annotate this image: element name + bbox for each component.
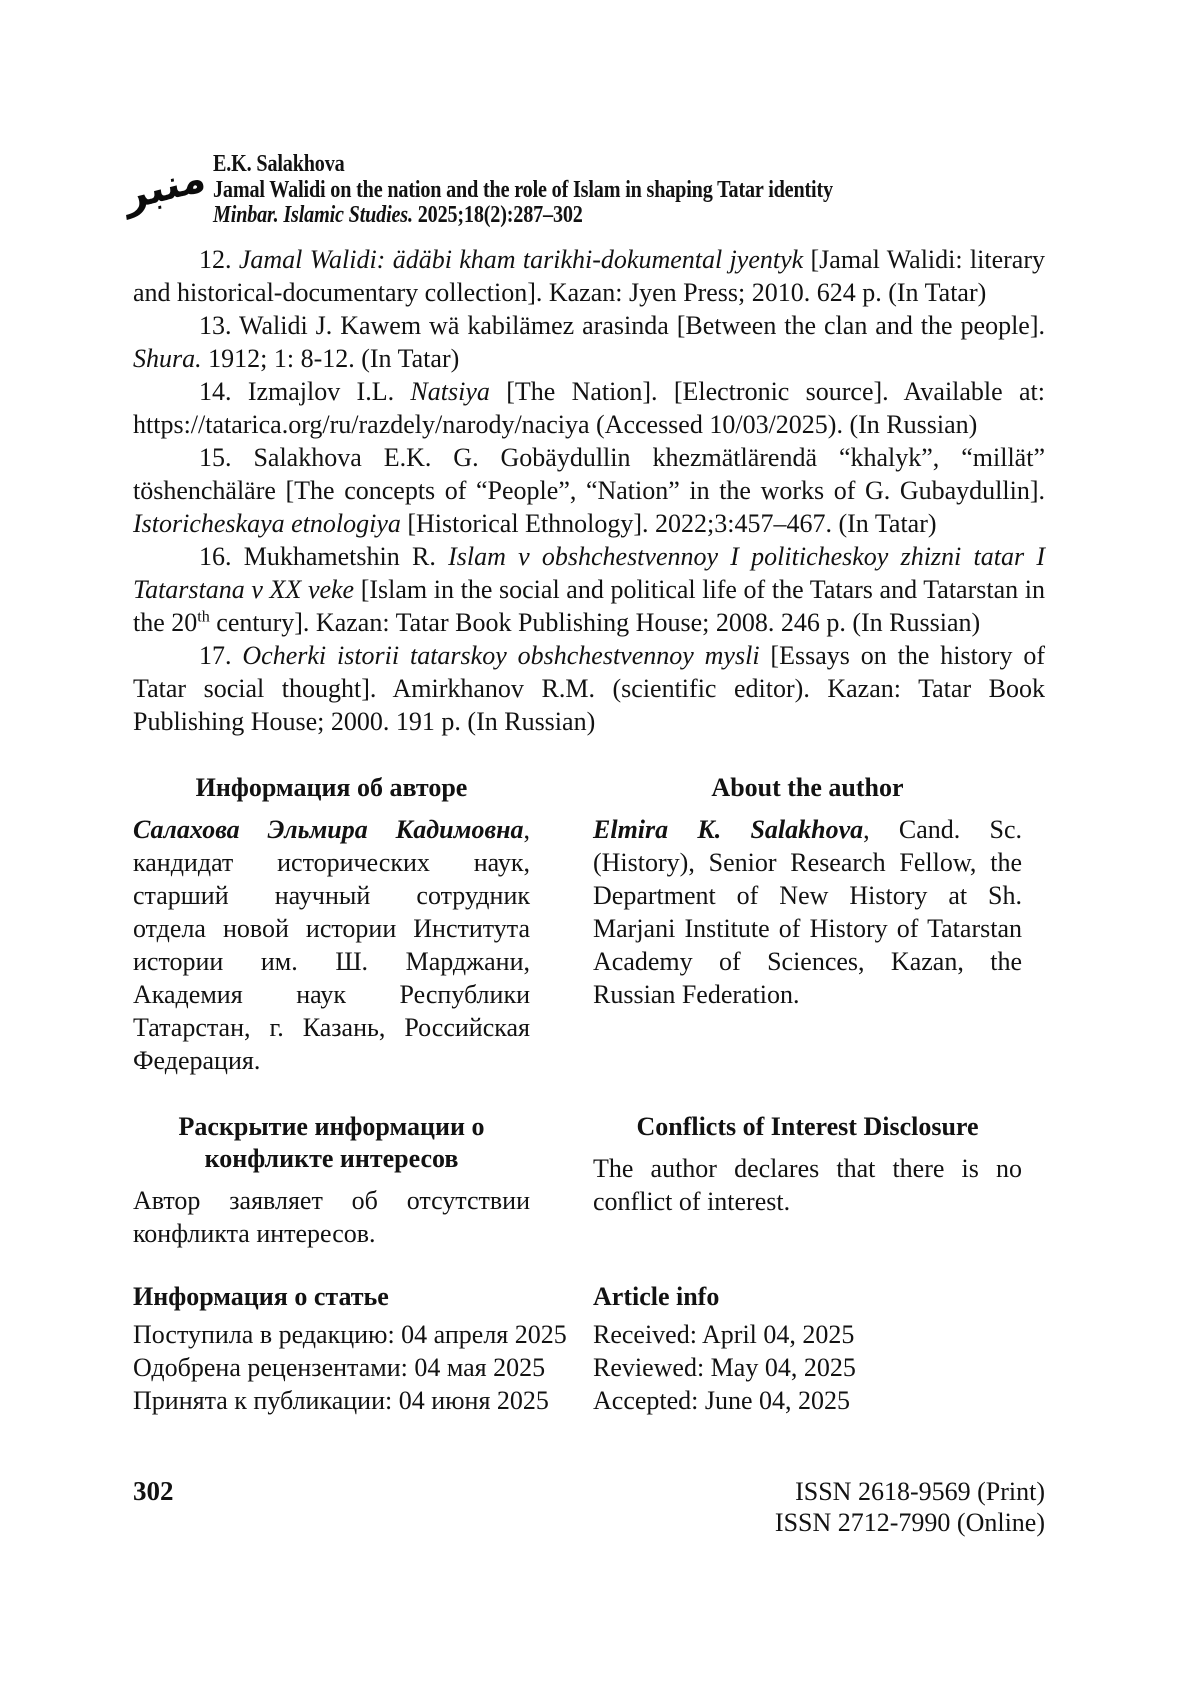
about-author-section <box>133 772 1045 1077</box>
about-author-ru-heading: Информация об авторе <box>195 772 468 802</box>
minbar-logo-icon <box>121 150 209 224</box>
issn-online: ISSN 2712-7990 (Online) <box>774 1508 1045 1537</box>
about-author-en-column <box>593 772 1022 1077</box>
about-author-ru-column <box>133 772 530 1077</box>
issn-block <box>775 1476 1045 1538</box>
conflicts-en-heading: Conflicts of Interest Disclosure <box>636 1111 979 1141</box>
conflicts-ru-text: Автор заявляет об отсутствии конфликта интересов. <box>133 1185 530 1248</box>
references-section <box>133 243 1045 738</box>
article-info-line: Received: April 04, 2025 <box>593 1319 855 1349</box>
article-info-en-lines <box>593 1318 1022 1417</box>
page-number: 302 <box>133 1476 174 1506</box>
minbar-calligraphy-glyph: منبر <box>121 154 209 220</box>
conflicts-section <box>133 1111 1045 1250</box>
about-author-ru-text: Салахова Эльмира Кадимовна, кандидат исторических наук, старший научный сотрудник отдела новой истории Института истории им. Ш. Марджани, Академия наук Республики Татарстан, г. Казань, Российская Федерация. <box>133 814 530 1075</box>
conflicts-ru-column <box>133 1111 530 1250</box>
article-info-en-heading: Article info <box>593 1281 720 1311</box>
journal-citation: 2025;18(2):287–302 <box>412 202 583 228</box>
conflicts-en-text: The author declares that there is no conflict of interest. <box>593 1153 1022 1216</box>
reference-item: 16. Mukhametshin R. Islam v obshchestvennoy I politicheskoy zhizni tatar I Tatarstana v XX veke [Islam in the social and political life of the Tatars and Tatarstan in the 20th century]. Kazan: Tatar Book Publishing House; 2008. 246 p. (In Russian) <box>133 541 1045 637</box>
running-head-journal <box>213 203 833 229</box>
article-info-ru-heading: Информация о статье <box>133 1281 389 1311</box>
article-info-line: Reviewed: May 04, 2025 <box>593 1352 856 1382</box>
conflicts-en-column <box>593 1111 1022 1250</box>
running-head <box>121 151 1045 229</box>
article-info-line: Принята к публикации: 04 июня 2025 <box>133 1385 549 1415</box>
reference-item: 15. Salakhova E.K. G. Gobäydullin khezmätlärendä “khalyk”, “millät” töshenchäläre [The concepts of “People”, “Nation” in the works of G. Gubaydullin]. Istoricheskaya etnologiya [Historical Ethnology]. 2022;3:457–467. (In Tatar) <box>133 442 1045 538</box>
article-info-section <box>133 1280 1045 1417</box>
about-author-en-text: Elmira K. Salakhova, Cand. Sc. (History), Senior Research Fellow, the Department of New History at Sh. Marjani Institute of History of Tatarstan Academy of Sciences, Kazan, the Russian Federation. <box>593 814 1022 1009</box>
article-info-line: Поступила в редакцию: 04 апреля 2025 <box>133 1319 567 1349</box>
reference-item: 14. Izmajlov I.L. Natsiya [The Nation]. [Electronic source]. Available at: https://tatarica.org/ru/razdely/narody/naciya (Accessed 10/03/2025). (In Russian) <box>133 376 1045 439</box>
reference-item: 17. Ocherki istorii tatarskoy obshchestvennoy mysli [Essays on the history of Tatar social thought]. Amirkhanov R.M. (scientific editor). Kazan: Tatar Book Publishing House; 2000. 191 p. (In Russian) <box>133 640 1045 736</box>
about-author-en-heading: About the author <box>711 772 904 802</box>
reference-item: 12. Jamal Walidi: ädäbi kham tarikhi-dokumental jyentyk [Jamal Walidi: literary and historical-documentary collection]. Kazan: Jyen Press; 2010. 624 p. (In Tatar) <box>133 244 1046 307</box>
article-info-ru-lines <box>133 1318 593 1417</box>
article-info-line: Accepted: June 04, 2025 <box>593 1385 851 1415</box>
page-footer <box>133 1476 1045 1538</box>
journal-name: Minbar. Islamic Studies. <box>213 202 413 228</box>
running-head-title: Jamal Walidi on the nation and the role of Islam in shaping Tatar identity <box>213 176 833 203</box>
conflicts-ru-heading: Раскрытие информации о конфликте интересов <box>178 1111 485 1173</box>
article-info-en-column <box>593 1280 1022 1417</box>
issn-print: ISSN 2618-9569 (Print) <box>795 1477 1045 1506</box>
article-info-line: Одобрена рецензентами: 04 мая 2025 <box>133 1352 546 1382</box>
article-info-ru-column <box>133 1280 593 1417</box>
running-head-text <box>213 152 833 229</box>
reference-item: 13. Walidi J. Kawem wä kabilämez arasinda [Between the clan and the people]. Shura. 1912; 1: 8-12. (In Tatar) <box>133 310 1045 373</box>
running-head-author: E.K. Salakhova <box>213 151 345 177</box>
